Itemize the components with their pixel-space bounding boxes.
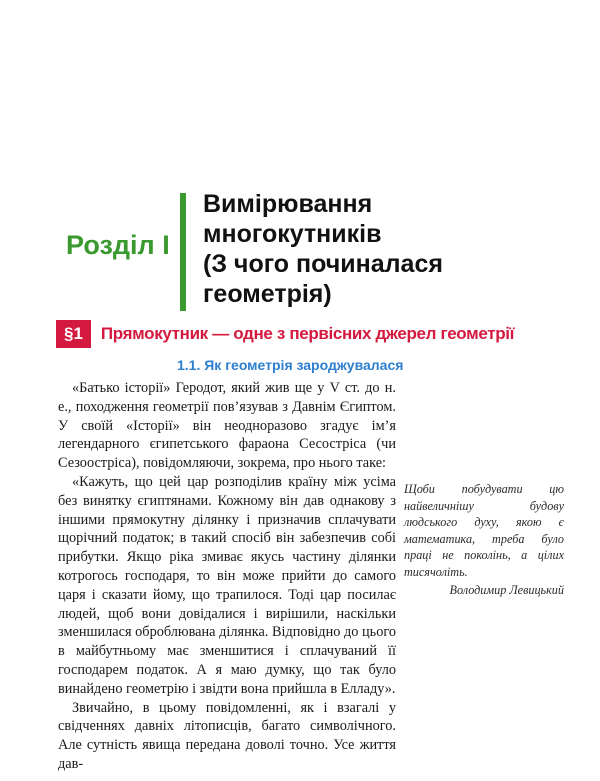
subsection-title: 1.1. Як геометрія зароджувалася xyxy=(177,357,404,373)
chapter-divider xyxy=(180,193,186,311)
section-number-badge: §1 xyxy=(56,320,91,348)
paragraph: «Кажуть, що цей цар розподілив країну між усіма без винятку єгиптянами. Кожному він дав однакову з іншими прямокутну ділянку і призначив сплачувати щорічний податок; в такий спосіб він забезпечив собі прибутки. Якщо ріка змиває якусь частину ділянки котрогось господаря, то він може прийти до самого царя і сказати йому, що трапилося. Тоді цар посилає людей, щоб вони довідалися і вирішили, наскільки зменшилася оброблювана ділянка. Відповідно до цього в майбутньому має зменшитися і сплачуваний її господарем податок. А я маю думку, що так було винайдено геометрію і звідти вона прийшла в Елладу». xyxy=(58,473,396,697)
chapter-title-line: Вимірювання xyxy=(203,190,373,218)
chapter-title xyxy=(203,189,443,309)
chapter-title-line: многокутників xyxy=(203,220,382,248)
paragraph: «Батько історії» Геродот, який жив ще у V ст. до н. е., походження геометрії пов’язував з Давнім Єгиптом. У своїй «Історії» він неодноразово згадує ім’я легендарного єгипетського фараона Сесостріса (чи Сезоостріса), повідомляючи, зокрема, про нього таке: xyxy=(58,380,396,472)
epigraph-text: Щоби побудувати цю найвеличнішу будову людського духу, якою є математика, треба було праці не поколінь, а цілих тисячоліть. xyxy=(404,482,564,579)
section-header xyxy=(56,320,514,348)
section-title: Прямокутник — одне з первісних джерел геометрії xyxy=(100,324,515,343)
chapter-title-line: геометрія) xyxy=(203,280,332,308)
body-text xyxy=(58,379,396,774)
chapter-title-line: (З чого починалася xyxy=(203,250,443,278)
epigraph xyxy=(404,481,564,598)
chapter-label: Розділ I xyxy=(66,230,170,260)
epigraph-author: Володимир Левицький xyxy=(449,582,564,597)
paragraph: Звичайно, в цьому повідомленні, як і взагалі у свідченнях давніх літописців, багато символічного. Але сутність явища передана доволі точно. Усе життя дав- xyxy=(58,699,396,772)
